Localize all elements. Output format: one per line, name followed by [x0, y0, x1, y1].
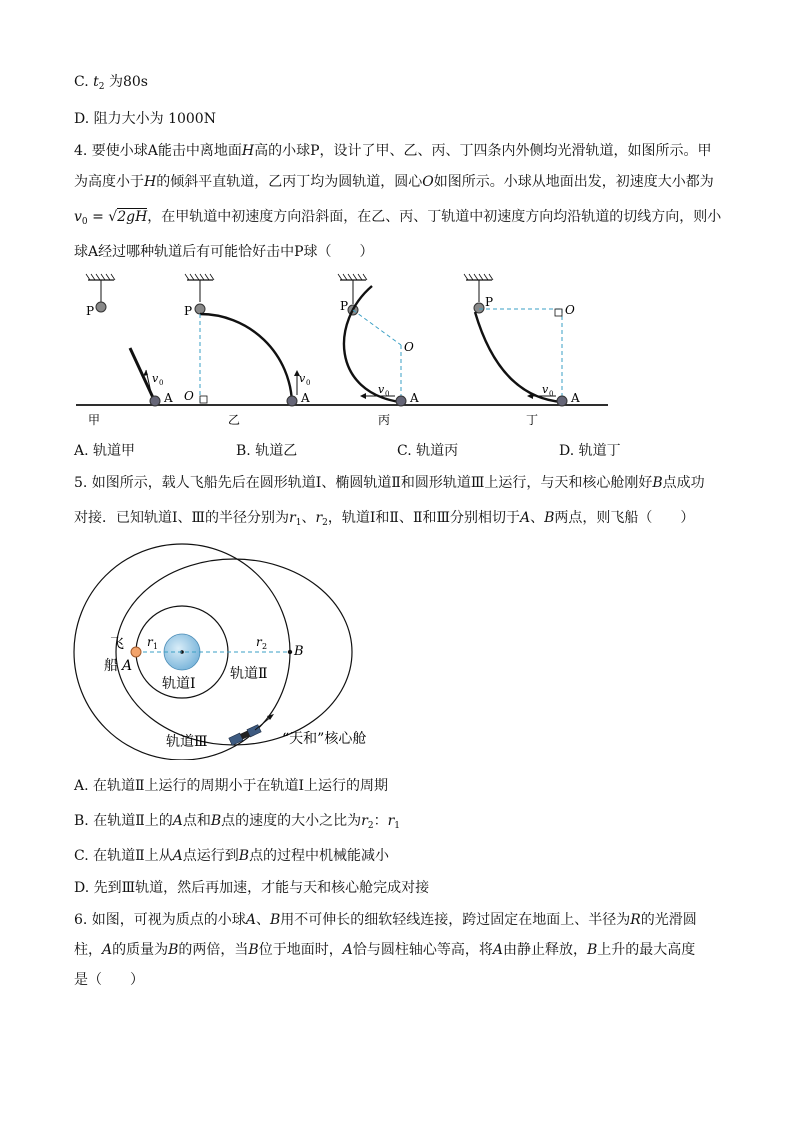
- track-yi: [184, 274, 310, 427]
- q4-option-c: C. 轨道丙: [397, 443, 459, 459]
- svg-text:A: A: [301, 391, 310, 405]
- q6-stem-line1: 6. 如图，可视为质点的小球A、B用不可伸长的细软轻线连接，跨过固定在地面上、半径为R的光滑圆: [74, 912, 697, 928]
- svg-text:0: 0: [159, 379, 164, 387]
- station-icon: [229, 725, 261, 746]
- svg-text:1: 1: [153, 642, 159, 651]
- svg-text:A: A: [410, 391, 419, 405]
- ball-p: [474, 303, 484, 313]
- q4-option-d: D. 轨道丁: [559, 443, 621, 459]
- q4-stem-line2: 为高度小于H的倾斜平直轨道，乙丙丁均为圆轨道，圆心O如图所示。小球从地面出发，初速度大小都为: [74, 174, 714, 190]
- svg-text:O: O: [184, 389, 194, 403]
- arc-track: [475, 312, 562, 402]
- q5-stem-line2: 对接．已知轨道Ⅰ、Ⅲ的半径分别为$r_1$、$r_2$，轨道Ⅰ和Ⅱ、Ⅱ和Ⅲ分别相切于A、B两点，则飞船（ ）: [74, 510, 695, 528]
- svg-text:0: 0: [306, 379, 311, 387]
- svg-text:B: B: [294, 644, 304, 659]
- q4-stem-line3: $v_0 = √2gH$，在甲轨道中初速度方向沿斜面，在乙、丙、丁轨道中初速度方向均沿轨道的切线方向，则小: [74, 209, 722, 227]
- q3-option-c: C. $t_2$ 为80s: [74, 74, 148, 92]
- svg-text:O: O: [404, 340, 414, 354]
- svg-text:A: A: [122, 658, 133, 674]
- ball-a: [396, 396, 406, 406]
- q4-option-a: A. 轨道甲: [74, 443, 136, 459]
- q4-option-b: B. 轨道乙: [236, 443, 298, 459]
- ball-a: [557, 396, 567, 406]
- track-bing: [338, 274, 419, 427]
- svg-text:船: 船: [104, 658, 118, 674]
- sqrt-sign: √: [108, 209, 118, 225]
- svg-text:A: A: [571, 391, 580, 405]
- q5-option-d: D. 先到Ⅲ轨道，然后再加速，才能与天和核心舱完成对接: [74, 880, 430, 896]
- svg-text:v: v: [542, 383, 549, 396]
- svg-text:P: P: [86, 304, 95, 318]
- svg-text:v: v: [152, 372, 159, 385]
- svg-text:飞: 飞: [110, 636, 124, 652]
- arc-track: [344, 286, 400, 402]
- svg-text:P: P: [184, 304, 193, 318]
- q3-option-d: D. 阻力大小为 1000N: [74, 111, 216, 127]
- q5-option-a: A. 在轨道Ⅱ上运行的周期小于在轨道Ⅰ上运行的周期: [74, 778, 389, 794]
- svg-text:0: 0: [549, 390, 554, 398]
- svg-text:P: P: [485, 295, 494, 309]
- label-orbit-3: 轨道Ⅲ: [166, 734, 208, 750]
- q5-stem-line1: 5. 如图所示，载人飞船先后在圆形轨道Ⅰ、椭圆轨道Ⅱ和圆形轨道Ⅲ上运行，与天和核心舱刚好B点成功: [74, 475, 705, 491]
- svg-text:v: v: [378, 383, 385, 396]
- svg-text:O: O: [565, 303, 575, 317]
- svg-text:v: v: [299, 372, 306, 385]
- q4-track-figure: [70, 272, 620, 432]
- q5-option-b: B. 在轨道Ⅱ上的A点和B点的速度的大小之比为$r_2$：$r_1$: [74, 813, 401, 831]
- ball-p: [195, 304, 205, 314]
- track-jia: [86, 274, 173, 427]
- label-jia: 甲: [88, 413, 101, 427]
- q5-option-c: C. 在轨道Ⅱ上从A点运行到B点的过程中机械能减小: [74, 848, 390, 864]
- ball-a: [150, 396, 160, 406]
- svg-text:r: r: [147, 635, 153, 649]
- svg-text:A: A: [164, 391, 173, 405]
- q5-orbit-figure: [70, 540, 410, 760]
- q4-stem-line4: 球A经过哪种轨道后有可能恰好击中P球（ ）: [74, 244, 374, 260]
- q6-stem-line3: 是（ ）: [74, 972, 144, 988]
- ball-a: [287, 396, 297, 406]
- arc-track: [200, 314, 292, 403]
- svg-text:0: 0: [385, 390, 390, 398]
- label-orbit-1: 轨道Ⅰ: [162, 676, 196, 692]
- label-orbit-2: 轨道Ⅱ: [230, 666, 268, 682]
- svg-text:r: r: [256, 635, 262, 649]
- q6-stem-line2: 柱，A的质量为B的两倍，当B位于地面时，A恰与圆柱轴心等高，将A由静止释放，B上升的最大高度: [74, 942, 696, 958]
- label-station: “天和”核心舱: [282, 731, 367, 747]
- label-ding: 丁: [526, 413, 539, 427]
- spacecraft: [131, 647, 141, 657]
- svg-text:2: 2: [262, 642, 268, 651]
- q4-stem-line1: 4. 要使小球A能击中离地面H高的小球P，设计了甲、乙、丙、丁四条内外侧均光滑轨道，如图所示。甲: [74, 143, 712, 159]
- label-yi: 乙: [228, 413, 241, 427]
- svg-text:P: P: [340, 299, 349, 313]
- label-bing: 丙: [378, 413, 391, 427]
- track-ding: [464, 274, 580, 427]
- ball-p: [96, 302, 106, 312]
